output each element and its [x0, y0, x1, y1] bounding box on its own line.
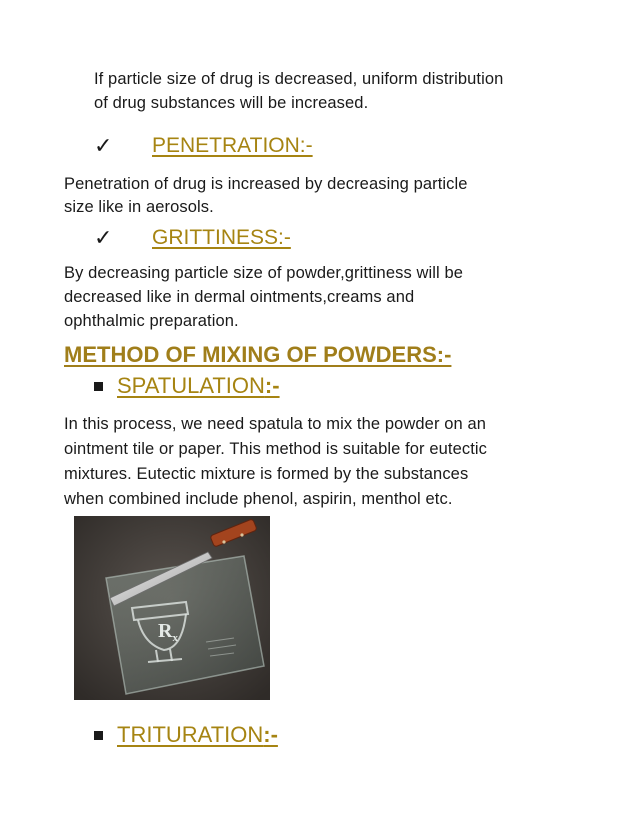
intro-line-2: of drug substances will be increased. — [94, 94, 369, 112]
penetration-line-2: size like in aerosols. — [64, 198, 214, 216]
intro-line-1: If particle size of drug is decreased, uniform distribution — [94, 70, 504, 88]
checkmark-icon: ✓ — [94, 133, 113, 158]
spatulation-title: SPATULATION:- — [117, 373, 280, 398]
grittiness-title: GRITTINESS:- — [152, 226, 291, 249]
spatulation-line-3: mixtures. Eutectic mixture is formed by the substances — [64, 465, 469, 483]
penetration-heading — [94, 133, 313, 159]
penetration-title: PENETRATION:- — [152, 134, 313, 157]
trituration-heading — [94, 722, 278, 748]
penetration-line-1: Penetration of drug is increased by decreasing particle — [64, 175, 468, 193]
checkmark-icon: ✓ — [94, 225, 113, 250]
grittiness-line-1: By decreasing particle size of powder,grittiness will be — [64, 264, 464, 282]
method-heading: METHOD OF MIXING OF POWDERS:- — [64, 342, 452, 367]
rx-symbol: $R_x$ — [158, 620, 178, 644]
spatulation-line-2: ointment tile or paper. This method is suitable for eutectic — [64, 440, 487, 458]
spatula-tile-photo — [74, 516, 270, 700]
spatulation-line-1: In this process, we need spatula to mix the powder on an — [64, 415, 487, 433]
square-bullet-icon — [94, 382, 103, 391]
grittiness-heading — [94, 225, 291, 251]
spatulation-heading — [94, 373, 280, 399]
square-bullet-icon — [94, 731, 103, 740]
grittiness-line-3: ophthalmic preparation. — [64, 312, 239, 330]
trituration-title: TRITURATION:- — [117, 722, 278, 747]
spatulation-line-4: when combined include phenol, aspirin, menthol etc. — [64, 490, 453, 508]
grittiness-line-2: decreased like in dermal ointments,creams and — [64, 288, 415, 306]
spatula-tile-illustration — [74, 516, 270, 700]
